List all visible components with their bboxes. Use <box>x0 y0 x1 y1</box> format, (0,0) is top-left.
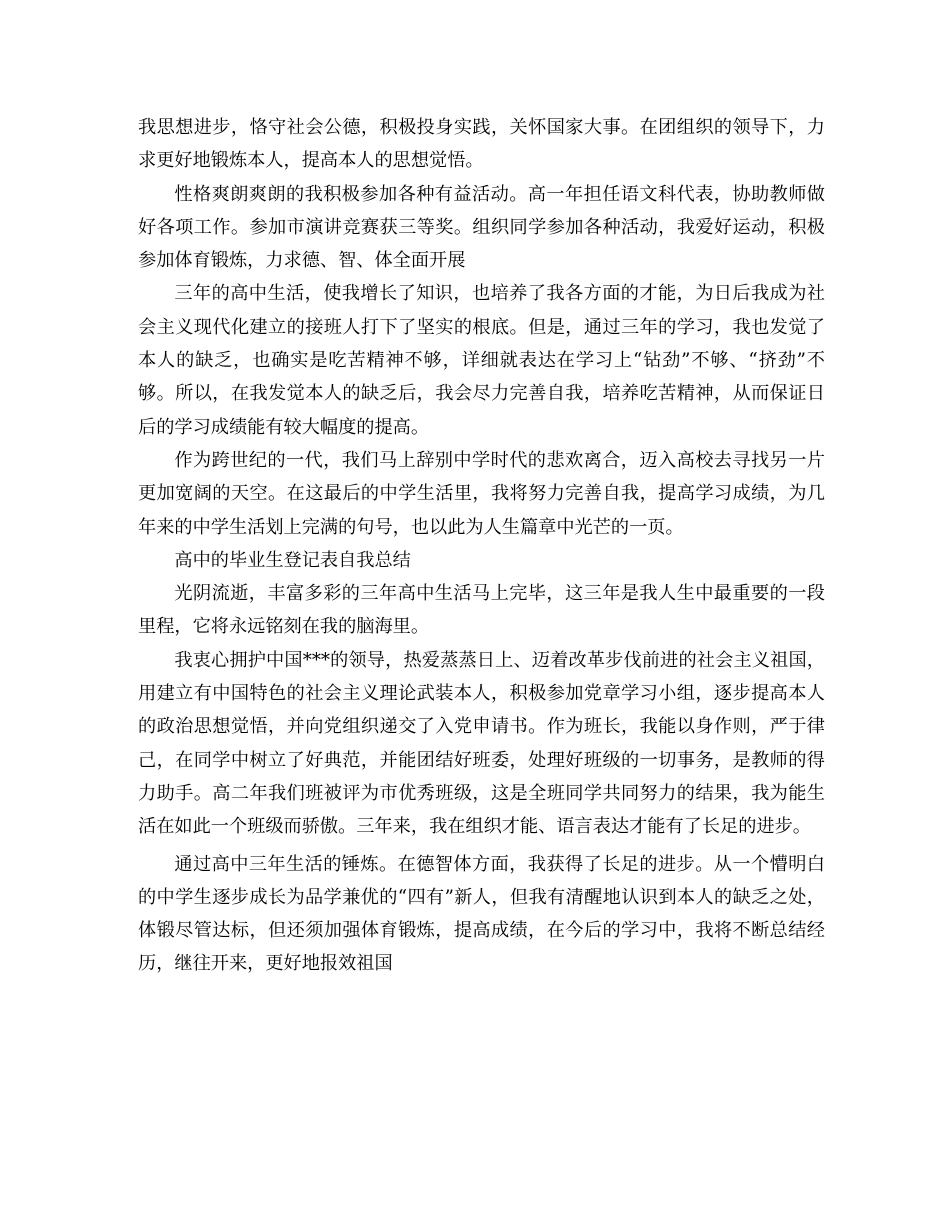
section-heading: 高中的毕业生登记表自我总结 <box>174 549 411 571</box>
paragraph-activities: 性格爽朗爽朗的我积极参加各种有益活动。高一年担任语文科代表，协助教师做好各项工作。参加市演讲竞赛获三等奖。组织同学参加各种活动，我爱好运动，积极参加体育锻炼，力求德、智、体全面开展 <box>138 183 825 272</box>
paragraph-progress: 通过高中三年生活的锤炼。在德智体方面，我获得了长足的进步。从一个懵明白的中学生逐步成长为品学兼优的“四有”新人，但我有清醒地认识到本人的缺乏之处，体锻尽管达标，但还须加强体育锻炼，提高成绩，在今后的学习中，我将不断总结经历，继往开来，更好地报效祖国 <box>138 853 825 975</box>
document-body <box>138 111 825 981</box>
paragraph-political: 我衷心拥护中国***的领导，热爱蒸蒸日上、迈着改革步伐前进的社会主义祖国，用建立有中国特色的社会主义理论武装本人，积极参加党章学习小组，逐步提高本人的政治思想觉悟，并向党组织递交了入党申请书。作为班长，我能以身作则，严于律己，在同学中树立了好典范，并能团结好班委，处理好班级的一切事务，是教师的得力助手。高二年我们班被评为市优秀班级，这是全班同学共同努力的结果，我为能生活在如此一个班级而骄傲。三年来，我在组织才能、语言表达才能有了长足的进步。 <box>138 649 825 838</box>
paragraph-time-flies: 光阴流逝，丰富多彩的三年高中生活马上完毕，这三年是我人生中最重要的一段里程，它将永远铭刻在我的脑海里。 <box>138 583 825 638</box>
paragraph-three-years: 三年的高中生活，使我增长了知识，也培养了我各方面的才能，为日后我成为社会主义现代化建立的接班人打下了坚实的根底。但是，通过三年的学习，我也发觉了本人的缺乏，也确实是吃苦精神不够，详细就表达在学习上“钻劲”不够、“挤劲”不够。所以，在我发觉本人的缺乏后，我会尽力完善自我，培养吃苦精神，从而保证日后的学习成绩能有较大幅度的提高。 <box>138 283 825 438</box>
paragraph-cross-century: 作为跨世纪的一代，我们马上辞别中学时代的悲欢离合，迈入高校去寻找另一片更加宽阔的天空。在这最后的中学生活里，我将努力完善自我，提高学习成绩，为几年来的中学生活划上完满的句号，也以此为人生篇章中光芒的一页。 <box>138 449 825 538</box>
paragraph-continued: 我思想进步，恪守社会公德，积极投身实践，关怀国家大事。在团组织的领导下，力求更好地锻炼本人，提高本人的思想觉悟。 <box>138 117 825 172</box>
